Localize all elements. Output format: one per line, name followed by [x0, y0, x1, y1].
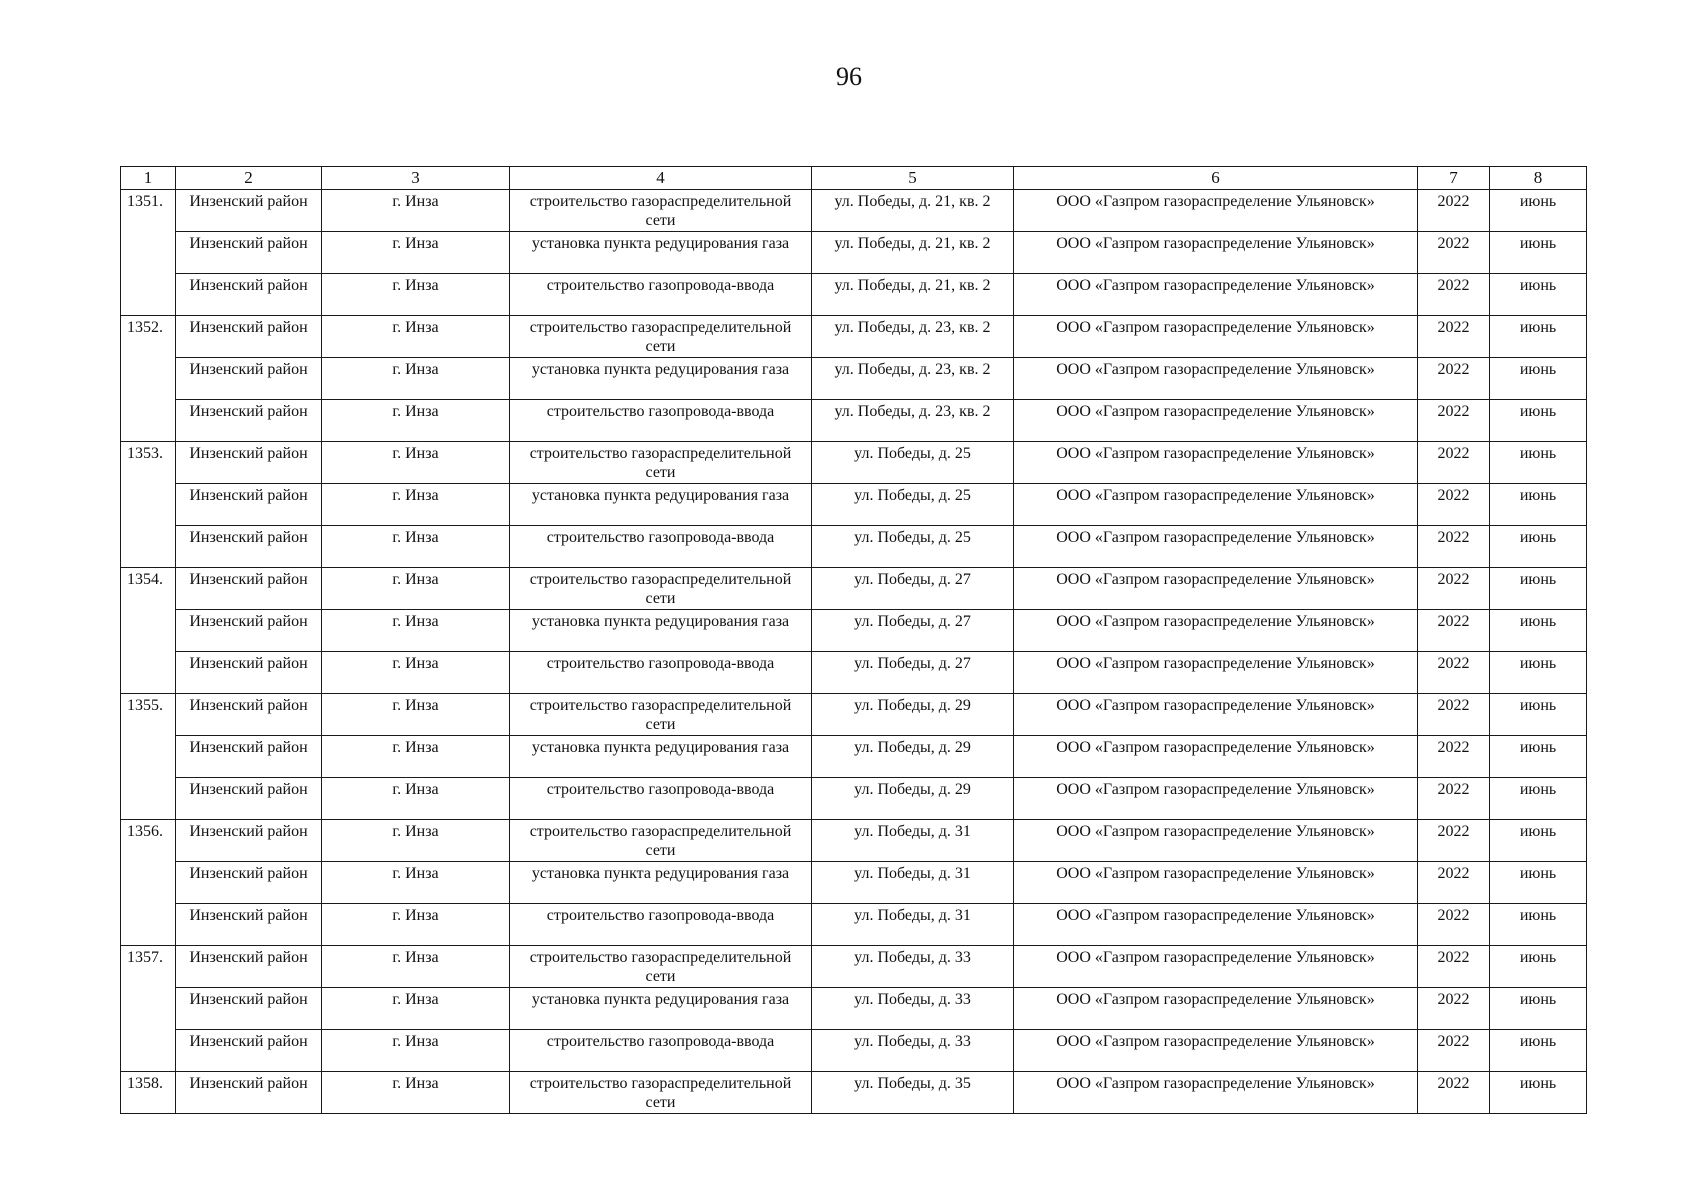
work-type-cell: установка пункта редуцирования газа: [510, 862, 812, 904]
table-row: [121, 778, 1587, 820]
address-cell: ул. Победы, д. 27: [812, 568, 1014, 610]
year-cell: 2022: [1418, 1030, 1490, 1072]
district-cell: Инзенский район: [176, 988, 322, 1030]
row-number-cell: 1353.: [121, 442, 176, 568]
city-cell: г. Инза: [322, 274, 510, 316]
month-cell: июнь: [1490, 358, 1587, 400]
table-row: [121, 316, 1587, 358]
district-cell: Инзенский район: [176, 316, 322, 358]
city-cell: г. Инза: [322, 694, 510, 736]
work-type-cell: строительство газораспределительной сети: [510, 820, 812, 862]
work-type-cell: строительство газопровода-ввода: [510, 400, 812, 442]
work-type-cell: строительство газораспределительной сети: [510, 1072, 812, 1114]
header-col-4: 4: [510, 167, 812, 190]
table-row: [121, 274, 1587, 316]
organization-cell: ООО «Газпром газораспределение Ульяновск»: [1014, 820, 1418, 862]
table-row: [121, 190, 1587, 232]
year-cell: 2022: [1418, 610, 1490, 652]
organization-cell: ООО «Газпром газораспределение Ульяновск»: [1014, 862, 1418, 904]
city-cell: г. Инза: [322, 484, 510, 526]
month-cell: июнь: [1490, 946, 1587, 988]
address-cell: ул. Победы, д. 29: [812, 778, 1014, 820]
month-cell: июнь: [1490, 316, 1587, 358]
month-cell: июнь: [1490, 484, 1587, 526]
year-cell: 2022: [1418, 652, 1490, 694]
row-number-cell: 1351.: [121, 190, 176, 316]
work-type-cell: строительство газораспределительной сети: [510, 190, 812, 232]
header-col-7: 7: [1418, 167, 1490, 190]
organization-cell: ООО «Газпром газораспределение Ульяновск»: [1014, 1072, 1418, 1114]
organization-cell: ООО «Газпром газораспределение Ульяновск»: [1014, 400, 1418, 442]
district-cell: Инзенский район: [176, 1030, 322, 1072]
organization-cell: ООО «Газпром газораспределение Ульяновск»: [1014, 652, 1418, 694]
year-cell: 2022: [1418, 568, 1490, 610]
year-cell: 2022: [1418, 526, 1490, 568]
header-row: [121, 167, 1587, 190]
month-cell: июнь: [1490, 526, 1587, 568]
district-cell: Инзенский район: [176, 568, 322, 610]
address-cell: ул. Победы, д. 31: [812, 820, 1014, 862]
table-row: [121, 568, 1587, 610]
address-cell: ул. Победы, д. 29: [812, 694, 1014, 736]
organization-cell: ООО «Газпром газораспределение Ульяновск»: [1014, 442, 1418, 484]
organization-cell: ООО «Газпром газораспределение Ульяновск»: [1014, 568, 1418, 610]
row-number-cell: 1358.: [121, 1072, 176, 1114]
district-cell: Инзенский район: [176, 946, 322, 988]
work-type-cell: установка пункта редуцирования газа: [510, 610, 812, 652]
organization-cell: ООО «Газпром газораспределение Ульяновск»: [1014, 358, 1418, 400]
city-cell: г. Инза: [322, 652, 510, 694]
district-cell: Инзенский район: [176, 610, 322, 652]
work-type-cell: строительство газопровода-ввода: [510, 274, 812, 316]
city-cell: г. Инза: [322, 190, 510, 232]
year-cell: 2022: [1418, 778, 1490, 820]
year-cell: 2022: [1418, 442, 1490, 484]
city-cell: г. Инза: [322, 232, 510, 274]
month-cell: июнь: [1490, 1072, 1587, 1114]
organization-cell: ООО «Газпром газораспределение Ульяновск»: [1014, 904, 1418, 946]
month-cell: июнь: [1490, 190, 1587, 232]
table-row: [121, 1030, 1587, 1072]
city-cell: г. Инза: [322, 526, 510, 568]
work-type-cell: строительство газораспределительной сети: [510, 694, 812, 736]
table-header: [121, 167, 1587, 190]
organization-cell: ООО «Газпром газораспределение Ульяновск»: [1014, 946, 1418, 988]
city-cell: г. Инза: [322, 736, 510, 778]
city-cell: г. Инза: [322, 442, 510, 484]
address-cell: ул. Победы, д. 21, кв. 2: [812, 274, 1014, 316]
work-type-cell: строительство газораспределительной сети: [510, 946, 812, 988]
district-cell: Инзенский район: [176, 694, 322, 736]
year-cell: 2022: [1418, 484, 1490, 526]
city-cell: г. Инза: [322, 862, 510, 904]
table-row: [121, 610, 1587, 652]
district-cell: Инзенский район: [176, 526, 322, 568]
district-cell: Инзенский район: [176, 778, 322, 820]
district-cell: Инзенский район: [176, 400, 322, 442]
city-cell: г. Инза: [322, 316, 510, 358]
year-cell: 2022: [1418, 232, 1490, 274]
organization-cell: ООО «Газпром газораспределение Ульяновск»: [1014, 736, 1418, 778]
district-cell: Инзенский район: [176, 652, 322, 694]
district-cell: Инзенский район: [176, 904, 322, 946]
year-cell: 2022: [1418, 400, 1490, 442]
city-cell: г. Инза: [322, 988, 510, 1030]
address-cell: ул. Победы, д. 31: [812, 904, 1014, 946]
year-cell: 2022: [1418, 316, 1490, 358]
work-type-cell: строительство газопровода-ввода: [510, 526, 812, 568]
address-cell: ул. Победы, д. 21, кв. 2: [812, 190, 1014, 232]
city-cell: г. Инза: [322, 400, 510, 442]
month-cell: июнь: [1490, 988, 1587, 1030]
address-cell: ул. Победы, д. 23, кв. 2: [812, 358, 1014, 400]
table-row: [121, 988, 1587, 1030]
city-cell: г. Инза: [322, 358, 510, 400]
city-cell: г. Инза: [322, 568, 510, 610]
city-cell: г. Инза: [322, 820, 510, 862]
work-type-cell: установка пункта редуцирования газа: [510, 988, 812, 1030]
organization-cell: ООО «Газпром газораспределение Ульяновск»: [1014, 1030, 1418, 1072]
work-type-cell: строительство газораспределительной сети: [510, 442, 812, 484]
address-cell: ул. Победы, д. 31: [812, 862, 1014, 904]
table-body: [121, 190, 1587, 1114]
header-col-5: 5: [812, 167, 1014, 190]
work-type-cell: строительство газопровода-ввода: [510, 1030, 812, 1072]
work-type-cell: установка пункта редуцирования газа: [510, 358, 812, 400]
page-number: 96: [836, 62, 862, 91]
city-cell: г. Инза: [322, 904, 510, 946]
district-cell: Инзенский район: [176, 190, 322, 232]
work-type-cell: установка пункта редуцирования газа: [510, 736, 812, 778]
month-cell: июнь: [1490, 400, 1587, 442]
month-cell: июнь: [1490, 694, 1587, 736]
district-cell: Инзенский район: [176, 442, 322, 484]
district-cell: Инзенский район: [176, 820, 322, 862]
month-cell: июнь: [1490, 274, 1587, 316]
district-cell: Инзенский район: [176, 862, 322, 904]
district-cell: Инзенский район: [176, 274, 322, 316]
row-number-cell: 1356.: [121, 820, 176, 946]
month-cell: июнь: [1490, 442, 1587, 484]
address-cell: ул. Победы, д. 33: [812, 1030, 1014, 1072]
table-row: [121, 358, 1587, 400]
table-row: [121, 232, 1587, 274]
table-row: [121, 652, 1587, 694]
table-row: [121, 946, 1587, 988]
organization-cell: ООО «Газпром газораспределение Ульяновск»: [1014, 610, 1418, 652]
organization-cell: ООО «Газпром газораспределение Ульяновск»: [1014, 274, 1418, 316]
year-cell: 2022: [1418, 694, 1490, 736]
organization-cell: ООО «Газпром газораспределение Ульяновск»: [1014, 232, 1418, 274]
address-cell: ул. Победы, д. 35: [812, 1072, 1014, 1114]
district-cell: Инзенский район: [176, 1072, 322, 1114]
header-col-2: 2: [176, 167, 322, 190]
year-cell: 2022: [1418, 358, 1490, 400]
address-cell: ул. Победы, д. 27: [812, 652, 1014, 694]
month-cell: июнь: [1490, 1030, 1587, 1072]
district-cell: Инзенский район: [176, 736, 322, 778]
month-cell: июнь: [1490, 904, 1587, 946]
row-number-cell: 1354.: [121, 568, 176, 694]
month-cell: июнь: [1490, 736, 1587, 778]
district-cell: Инзенский район: [176, 484, 322, 526]
organization-cell: ООО «Газпром газораспределение Ульяновск»: [1014, 190, 1418, 232]
address-cell: ул. Победы, д. 33: [812, 946, 1014, 988]
city-cell: г. Инза: [322, 1030, 510, 1072]
month-cell: июнь: [1490, 652, 1587, 694]
work-type-cell: строительство газопровода-ввода: [510, 904, 812, 946]
organization-cell: ООО «Газпром газораспределение Ульяновск»: [1014, 988, 1418, 1030]
table-row: [121, 694, 1587, 736]
year-cell: 2022: [1418, 988, 1490, 1030]
work-type-cell: строительство газораспределительной сети: [510, 568, 812, 610]
header-col-3: 3: [322, 167, 510, 190]
address-cell: ул. Победы, д. 21, кв. 2: [812, 232, 1014, 274]
document-table: [120, 166, 1587, 1114]
year-cell: 2022: [1418, 274, 1490, 316]
district-cell: Инзенский район: [176, 232, 322, 274]
table-row: [121, 736, 1587, 778]
work-type-cell: строительство газопровода-ввода: [510, 652, 812, 694]
row-number-cell: 1352.: [121, 316, 176, 442]
city-cell: г. Инза: [322, 778, 510, 820]
city-cell: г. Инза: [322, 610, 510, 652]
month-cell: июнь: [1490, 232, 1587, 274]
year-cell: 2022: [1418, 190, 1490, 232]
city-cell: г. Инза: [322, 946, 510, 988]
address-cell: ул. Победы, д. 29: [812, 736, 1014, 778]
year-cell: 2022: [1418, 904, 1490, 946]
work-type-cell: строительство газораспределительной сети: [510, 316, 812, 358]
year-cell: 2022: [1418, 736, 1490, 778]
year-cell: 2022: [1418, 820, 1490, 862]
year-cell: 2022: [1418, 946, 1490, 988]
table-row: [121, 484, 1587, 526]
year-cell: 2022: [1418, 862, 1490, 904]
work-type-cell: строительство газопровода-ввода: [510, 778, 812, 820]
city-cell: г. Инза: [322, 1072, 510, 1114]
organization-cell: ООО «Газпром газораспределение Ульяновск»: [1014, 484, 1418, 526]
district-cell: Инзенский район: [176, 358, 322, 400]
organization-cell: ООО «Газпром газораспределение Ульяновск»: [1014, 316, 1418, 358]
table-row: [121, 442, 1587, 484]
table-row: [121, 1072, 1587, 1114]
organization-cell: ООО «Газпром газораспределение Ульяновск»: [1014, 778, 1418, 820]
work-type-cell: установка пункта редуцирования газа: [510, 232, 812, 274]
address-cell: ул. Победы, д. 25: [812, 526, 1014, 568]
year-cell: 2022: [1418, 1072, 1490, 1114]
address-cell: ул. Победы, д. 25: [812, 442, 1014, 484]
month-cell: июнь: [1490, 778, 1587, 820]
table-row: [121, 400, 1587, 442]
month-cell: июнь: [1490, 610, 1587, 652]
table-row: [121, 820, 1587, 862]
row-number-cell: 1355.: [121, 694, 176, 820]
table-row: [121, 526, 1587, 568]
table-row: [121, 862, 1587, 904]
address-cell: ул. Победы, д. 33: [812, 988, 1014, 1030]
address-cell: ул. Победы, д. 25: [812, 484, 1014, 526]
address-cell: ул. Победы, д. 23, кв. 2: [812, 400, 1014, 442]
work-type-cell: установка пункта редуцирования газа: [510, 484, 812, 526]
row-number-cell: 1357.: [121, 946, 176, 1072]
month-cell: июнь: [1490, 568, 1587, 610]
header-col-6: 6: [1014, 167, 1418, 190]
organization-cell: ООО «Газпром газораспределение Ульяновск»: [1014, 526, 1418, 568]
table-row: [121, 904, 1587, 946]
month-cell: июнь: [1490, 820, 1587, 862]
header-col-1: 1: [121, 167, 176, 190]
month-cell: июнь: [1490, 862, 1587, 904]
organization-cell: ООО «Газпром газораспределение Ульяновск»: [1014, 694, 1418, 736]
address-cell: ул. Победы, д. 23, кв. 2: [812, 316, 1014, 358]
header-col-8: 8: [1490, 167, 1587, 190]
address-cell: ул. Победы, д. 27: [812, 610, 1014, 652]
